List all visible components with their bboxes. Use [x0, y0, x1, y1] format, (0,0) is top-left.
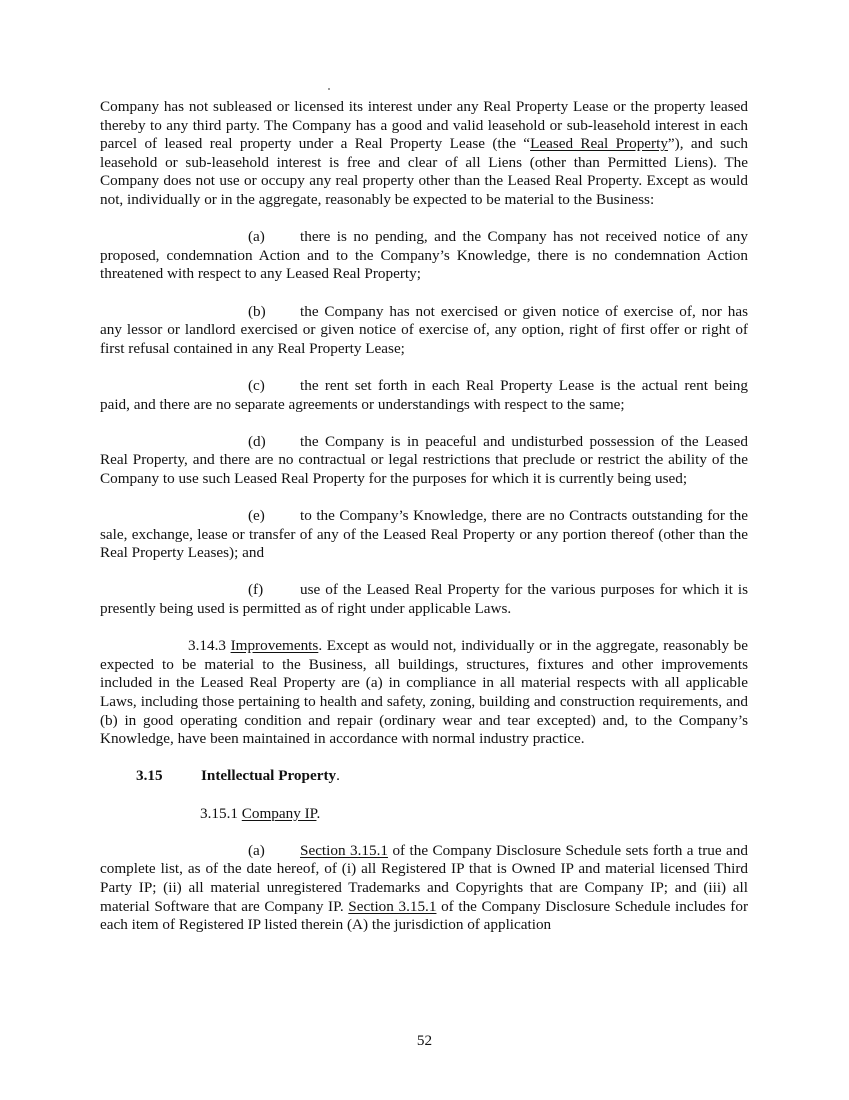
section-text: . Except as would not, individually or in the aggregate, reasonably be expected to be material to the Business, all buildings, structures, fixtures and other improvements included in the Leased Real Property are (a) in compliance in all material respects with all applicable Laws, including those pertaining to health and safety, zoning, building and construction requirements, and (b) in good operating condition and repair (ordinary wear and tear excepted) and, to the Company’s Knowledge, have been maintained in accordance with normal industry practice. — [100, 637, 749, 748]
section-reference: Section 3.15.1 — [300, 841, 388, 859]
intro-text-1: Company has not subleased or licensed its interest under any Real Property Lease or the property leased thereby to any third party. The Company has a good and valid leasehold or sub-leasehold interest in each parcel of leased real property under a Real Property Lease (the “ — [100, 98, 748, 153]
section-punct: . — [316, 804, 321, 822]
section-3-15-1-heading — [100, 805, 748, 824]
section-reference: Section 3.15.1 — [348, 897, 437, 915]
clause-text: the Company is in peaceful and undisturbed possession of the Leased Real Property, and there are no contractual or legal restrictions that preclude or restrict the ability of the Company to use such Leased Real Property for the purposes for which it is currently being used; — [100, 432, 748, 487]
section-title: Improvements — [230, 637, 319, 655]
clause-label: (c) — [248, 376, 265, 394]
clause-label: (d) — [248, 432, 266, 450]
clause-text: the rent set forth in each Real Property Lease is the actual rent being paid, and there are no separate agreements or understandings with respect to the same; — [100, 376, 748, 413]
clause-label: (f) — [248, 581, 264, 599]
clause-b — [100, 303, 748, 359]
section-number: 3.15 — [136, 767, 163, 785]
defined-term-leased-real-property: Leased Real Property — [530, 135, 668, 153]
clause-c — [100, 377, 748, 414]
clause-3-15-1-a — [100, 842, 748, 935]
clause-text: to the Company’s Knowledge, there are no Contracts outstanding for the sale, exchange, lease or transfer of any of the Leased Real Property or any portion thereof (other than the Real Property Leases); and — [100, 507, 748, 562]
section-3-14-3 — [100, 637, 748, 749]
section-number: 3.14.3 — [188, 637, 226, 655]
section-punct: . — [336, 767, 340, 785]
section-3-15-heading — [100, 767, 748, 786]
scan-speck — [328, 88, 330, 90]
section-title: Intellectual Property — [201, 767, 337, 785]
document-body — [100, 98, 748, 935]
clause-text: use of the Leased Real Property for the various purposes for which it is presently being used is permitted as of right under applicable Laws. — [100, 581, 748, 618]
clause-d — [100, 433, 748, 489]
page-number: 52 — [416, 1032, 433, 1049]
clause-text-1: of the Company Disclosure Schedule sets forth a true and complete list, as of the date hereof, of (i) all Registered IP that is Owned IP and material licensed Third Party IP; (ii) all material unregistered Trademarks and Copyrights that are Company IP; and (iii) all material Software that are Company IP. — [100, 841, 748, 915]
intro-paragraph — [100, 98, 748, 210]
clause-f — [100, 581, 748, 618]
clause-label: (a) — [248, 228, 265, 246]
section-number: 3.15.1 — [200, 804, 238, 822]
clause-e — [100, 507, 748, 563]
section-title: Company IP — [241, 804, 317, 822]
clause-label: (a) — [248, 841, 265, 859]
clause-text: there is no pending, and the Company has not received notice of any proposed, condemnation Action and to the Company’s Knowledge, there is no condemnation Action threatened with respect to any Leased Real Property; — [100, 228, 748, 283]
clause-label: (e) — [248, 507, 265, 525]
clause-text-2: of the Company Disclosure Schedule includes for each item of Registered IP listed therein (A) the jurisdiction of application — [100, 897, 749, 934]
clause-a — [100, 228, 748, 284]
clause-label: (b) — [248, 302, 266, 320]
intro-text-2: ”), and such leasehold or sub-leasehold interest is free and clear of all Liens (other than Permitted Liens). The Company does not use or occupy any real property other than the Leased Real Property. Except as would not, individually or in the aggregate, reasonably be expected to be material to the Business: — [100, 135, 748, 208]
clause-text: the Company has not exercised or given notice of exercise of, nor has any lessor or landlord exercised or given notice of exercise of, any option, right of first offer or right of first refusal contained in any Real Property Lease; — [100, 302, 748, 357]
